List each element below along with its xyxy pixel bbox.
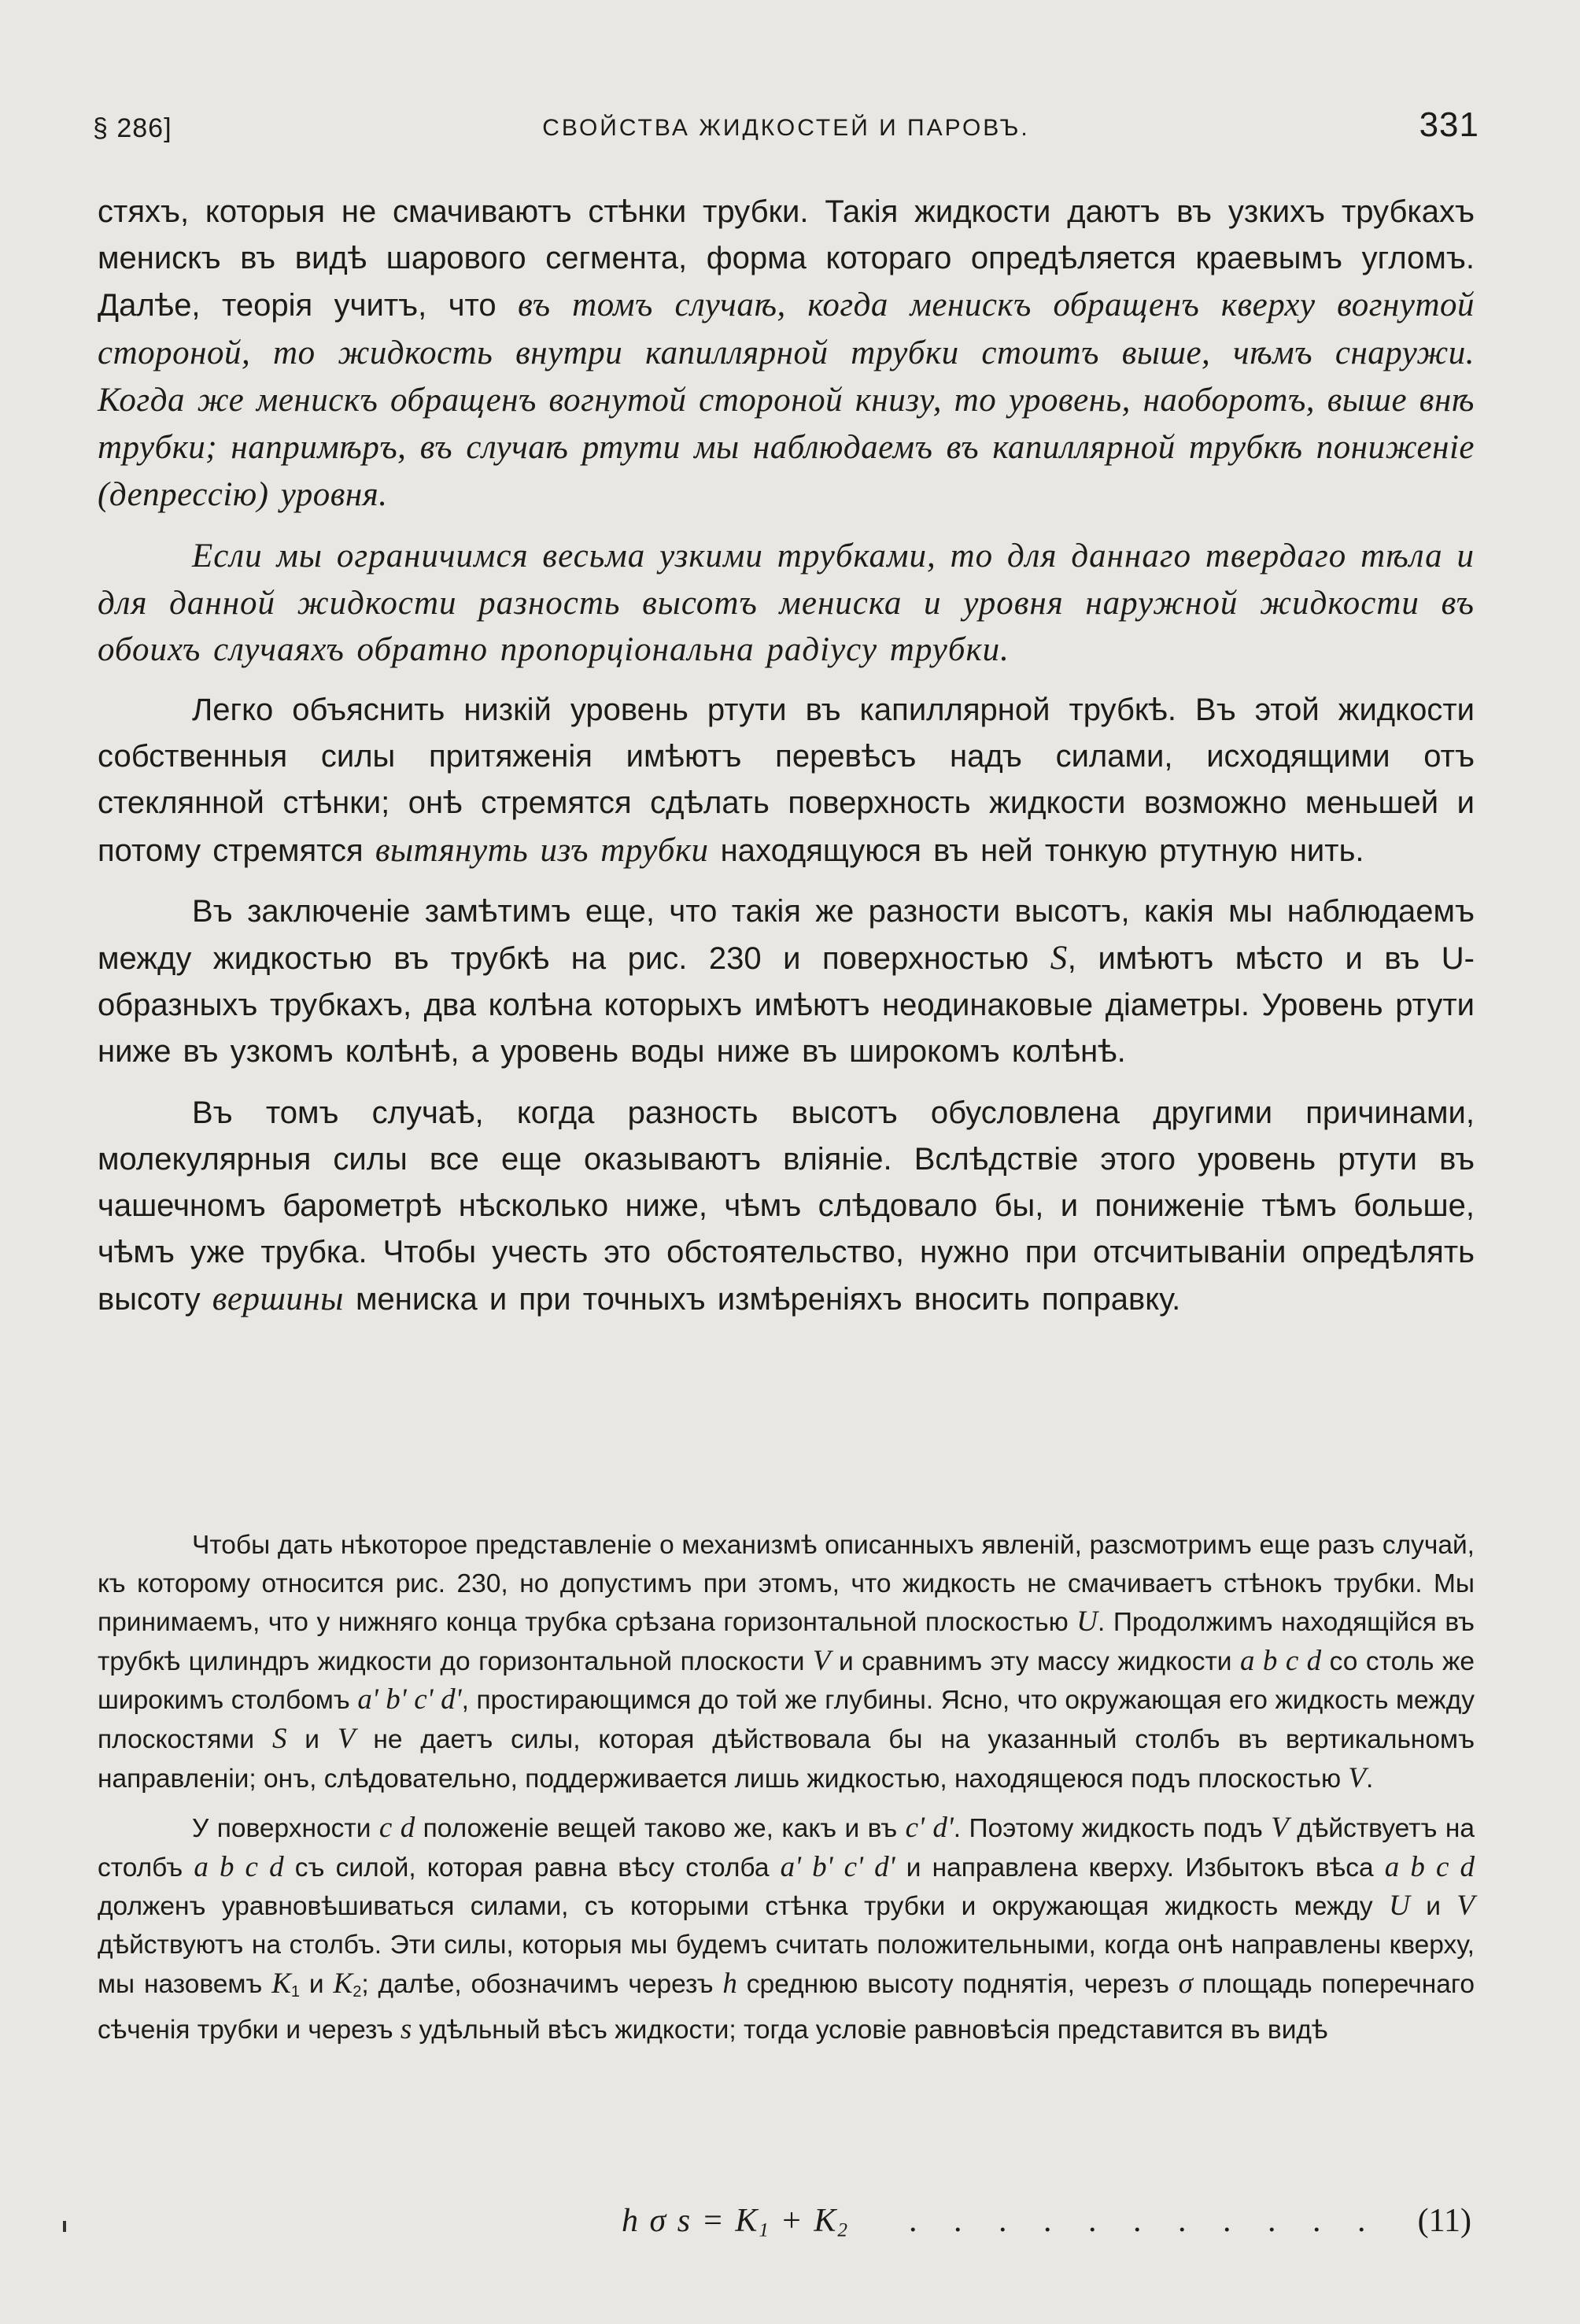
- section-number: § 286]: [93, 113, 172, 143]
- paragraph-5: Въ томъ случаѣ, когда разность высотъ обусловлена другими причинами, молекулярныя силы все еще оказываютъ вліяніе. Вслѣдствіе этого уровень ртути въ чашечномъ барометрѣ нѣсколько ниже, чѣмъ слѣдовало бы, и пониженіе тѣмъ больше, чѣмъ уже трубка. Чтобы учесть это обстоятельство, нужно при отсчитываніи опредѣлять высоту вершины мениска и при точныхъ измѣреніяхъ вносить поправку.: [98, 1095, 1475, 1318]
- italic-emphasis: вытянуть изъ трубки: [375, 831, 709, 869]
- print-speck: [63, 2221, 66, 2232]
- small-paragraph-1: Чтобы дать нѣкоторое представленіе о механизмѣ описанныхъ явленій, разсмотримъ еще разъ случай, къ которому относится рис. 230, но допустимъ при этомъ, что жидкость не смачиваетъ стѣнокъ трубки. Мы принимаемъ, что у нижняго конца трубка срѣзана горизонтальной плоскостью U. Продолжимъ находящійся въ трубкѣ цилиндръ жидкости до горизонтальной плоскости V и сравнимъ эту массу жидкости a b c d со столь же широкимъ столбомъ a' b' c' d', простирающимся до той же глубины. Ясно, что окружающая его жидкость между плоскостями S и V не даетъ силы, которая дѣйствовала бы на указанный столбъ въ вертикальномъ направленіи; онъ, слѣдовательно, поддерживается лишь жидкостью, находящеюся подъ плоскостью V.: [98, 1531, 1475, 1794]
- paragraph-3: Легко объяснить низкій уровень ртути въ капиллярной трубкѣ. Въ этой жидкости собственныя силы притяженія имѣютъ перевѣсъ надъ силами, исходящими отъ стеклянной стѣнки; онѣ стремятся сдѣлать поверхность жидкости возможно меньшей и потому стремятся вытянуть изъ трубки находящуюся въ ней тонкую ртутную нить.: [98, 693, 1475, 869]
- page-number: 331: [1419, 105, 1479, 144]
- running-title: СВОЙСТВА ЖИДКОСТЕЙ И ПАРОВЪ.: [542, 115, 1030, 141]
- paragraph-2-italic: Если мы ограничимся весьма узкими трубками, то для даннаго твердаго тѣла и для данной жидкости разность высотъ мениска и уровня наружной жидкости въ обоихъ случаяхъ обратно пропорціональна радіусу трубки.: [98, 538, 1475, 668]
- running-header: [93, 105, 1479, 156]
- paragraph-4: Въ заключеніе замѣтимъ еще, что такія же разности высотъ, какія мы наблюдаемъ между жидкостью въ трубкѣ на рис. 230 и поверхностью S, имѣютъ мѣсто и въ U-образныхъ трубкахъ, два колѣна которыхъ имѣютъ неодинаковые діаметры. Уровень ртути ниже въ узкомъ колѣнѣ, а уровень воды ниже въ широкомъ колѣнѣ.: [98, 893, 1475, 1070]
- equation-number: (11): [1417, 2203, 1471, 2239]
- symbol-s: S: [1050, 940, 1068, 977]
- paragraph-1: стяхъ, которыя не смачиваютъ стѣнки трубки. Такія жидкости даютъ въ узкихъ трубкахъ менискъ въ видѣ шарового сегмента, форма котораго опредѣляется краевымъ угломъ. Далѣе, теорія учитъ, что въ томъ случаѣ, когда менискъ обращенъ кверху вогнутой стороной, то жидкость внутри капиллярной трубки стоитъ выше, чѣмъ снаружи. Когда же менискъ обращенъ вогнутой стороной книзу, то уровень, наоборотъ, выше внѣ трубки; напримѣръ, въ случаѣ ртути мы наблюдаемъ въ капиллярной трубкѣ пониженіе (депрессію) уровня.: [98, 194, 1475, 514]
- equation-leader-dots: . . . . . . . . . . .: [909, 2203, 1380, 2239]
- italic-emphasis: въ томъ случаѣ, когда менискъ обращенъ кверху вогнутой стороной, то жидкость внутри капиллярной трубки стоитъ выше, чѣмъ снаружи. Когда же менискъ обращенъ вогнутой стороной книзу, то уровень, наоборотъ, выше внѣ трубки; напримѣръ, въ случаѣ ртути мы наблюдаемъ въ капиллярной трубкѣ пониженіе (депрессію) уровня.: [98, 286, 1475, 514]
- equation-11: [622, 2202, 1471, 2249]
- main-text: [98, 189, 1475, 1324]
- equation-expression: h σ $s = K_1 + K_2$: [622, 2203, 849, 2241]
- small-paragraph-2: У поверхности c d положеніе вещей таково же, какъ и въ c' d'. Поэтому жидкость подъ V дѣйствуетъ на столбъ a b c d съ силой, которая равна вѣсу столба a' b' c' d' и направлена кверху. Избытокъ вѣса a b c d долженъ уравновѣшиваться силами, съ которыми стѣнка трубки и окружающая жидкость между U и V дѣйствуютъ на столбъ. Эти силы, которыя мы будемъ считать положительными, когда онѣ направлены кверху, мы назовемъ $K_1$ и $K_2$; далѣе, обозначимъ черезъ h среднюю высоту поднятія, черезъ σ площадь поперечнаго сѣченія трубки и черезъ s удѣльный вѣсъ жидкости; тогда условіе равновѣсія представится въ видѣ: [98, 1812, 1475, 2046]
- italic-emphasis: вершины: [212, 1280, 344, 1318]
- small-print-text: [98, 1527, 1475, 2050]
